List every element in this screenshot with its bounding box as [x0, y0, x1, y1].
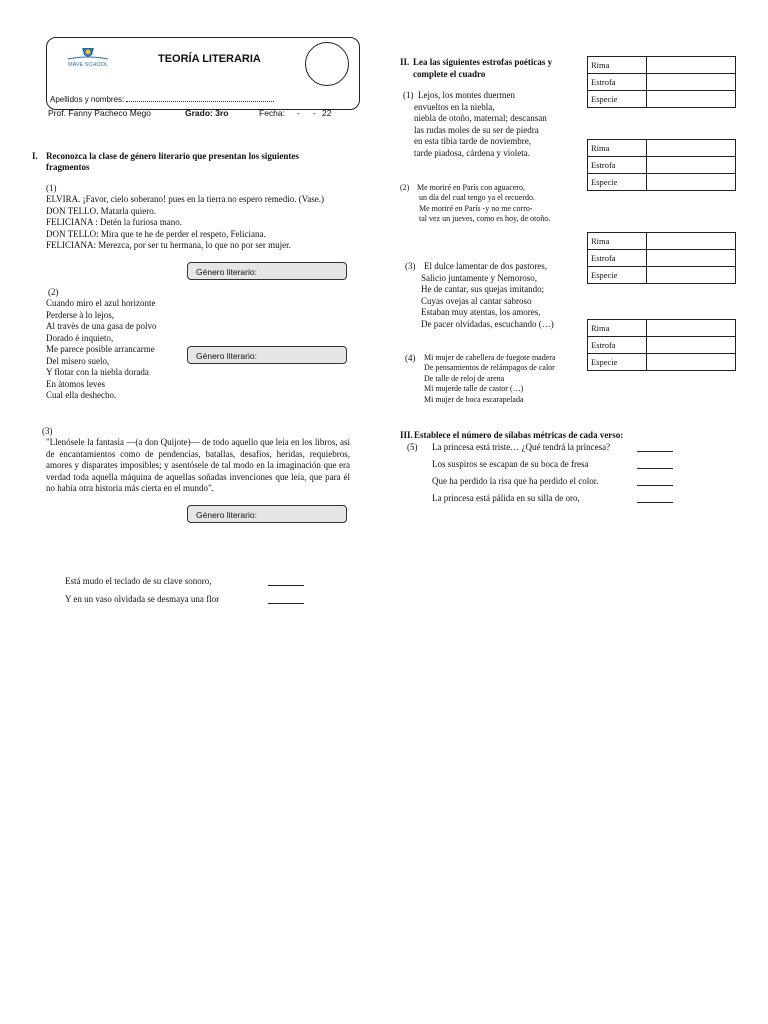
syllable-blank-2[interactable] — [637, 468, 673, 469]
fragment2-line: Perderse à lo lejos, — [46, 309, 114, 320]
section2-instruction-line1: Lea las siguientes estrofas poéticas y — [413, 57, 553, 67]
syllable-blank-4[interactable] — [637, 502, 673, 503]
page-title: TEORÍA LITERARIA — [158, 53, 261, 65]
genre-answer-box-3[interactable]: Género literario: — [187, 505, 347, 523]
fragment1-line: FELICIANA: Merezca, por ser tu hermana, lo que no por ser mujer. — [46, 240, 291, 250]
fragment2-line: Y flotar con la niebla dorada — [46, 367, 149, 377]
stanza3-number: (3) — [405, 261, 416, 271]
stanza4-number: (4) — [405, 353, 416, 363]
rima-cell[interactable] — [647, 320, 736, 337]
analysis-table-4 — [587, 319, 736, 371]
fragment2-line: En àtomos leves — [46, 378, 105, 389]
fragment2 — [46, 298, 156, 402]
rima-label: Rima — [588, 320, 647, 337]
fragment2-line: Al travès de una gasa de polvo — [46, 321, 157, 331]
stanza3-line: Estaban muy atentas, los amores, — [421, 307, 541, 317]
especie-label: Especie — [588, 354, 647, 371]
especie-cell[interactable] — [647, 91, 736, 108]
stanza4-line: Mi mujer de boca escarapelada — [424, 394, 524, 404]
date-separator-1: - — [297, 108, 300, 118]
stanza2-number: (2) — [400, 183, 410, 192]
fragment1-line: ELVIRA. ¡Favor, cielo soberano! pues en la tierra no espero remedio. (Vase.) — [46, 194, 324, 204]
fragment2-line: Del mìsero suelo, — [46, 355, 110, 366]
estrofa-cell[interactable] — [647, 74, 736, 91]
stanza1-line: envueltos en la niebla, — [414, 101, 495, 112]
estrofa-label: Estrofa — [588, 337, 647, 354]
stanza4-line: Mi mujer de cabellera de fuegote madera — [424, 353, 556, 362]
stanza1-number: (1) — [403, 90, 414, 100]
rima-label: Rima — [588, 57, 647, 74]
section3-item-number: (5) — [407, 442, 418, 452]
estrofa-cell[interactable] — [647, 337, 736, 354]
estrofa-label: Estrofa — [588, 74, 647, 91]
photo-circle — [305, 42, 349, 86]
especie-label: Especie — [588, 174, 647, 191]
stanza1-line: Lejos, los montes duermen — [418, 90, 515, 100]
section1-instruction-line2: fragmentos — [46, 162, 90, 172]
names-label: Apellidos y nombres: — [50, 95, 125, 104]
section2-number: II. — [400, 57, 410, 67]
stanza2-line: Me moriré en París -y no me corro- — [419, 203, 533, 213]
stanza3-first — [424, 261, 547, 273]
especie-label: Especie — [588, 91, 647, 108]
extra-verse-text: Y en un vaso olvidada se desmaya una flor — [65, 594, 220, 604]
fragment1 — [46, 194, 324, 252]
stanza3-line: De pacer olvidadas, escuchando (…) — [421, 318, 554, 329]
estrofa-cell[interactable] — [647, 250, 736, 267]
analysis-table-3 — [587, 232, 736, 284]
date-year: 22 — [322, 108, 332, 118]
stanza1-rest — [414, 113, 547, 159]
stanza3-line: El dulce lamentar de dos pastores, — [424, 261, 547, 271]
especie-cell[interactable] — [647, 267, 736, 284]
logo-text: MAVE SCHOOL — [68, 62, 108, 68]
fragment3-text: "Llenósele la fantasía —(a don Quijote)— de todo aquello que leía en los libros, así de encantamientos como de pendencias, batallas, desafíos, heridas, requiebros, amores y disparates imposibles; y asentósele de tal modo en la imaginación que era verdad toda aquella máquina de aquellas soñadas invenciones que leía, que para él no había otra historia más cierta en el mundo". — [46, 437, 350, 493]
extra-verse-text: Está mudo el teclado de su clave sonoro, — [65, 576, 212, 586]
stanza1-line: en esta tibia tarde de noviembre, — [414, 136, 531, 146]
section1-number: I. — [32, 151, 38, 161]
syllable-blank-1[interactable] — [637, 451, 673, 452]
section1-instruction-line1: Reconozca la clase de género literario que presentan los siguientes — [46, 151, 299, 161]
fragment1-line: FELICIANA : Detén la furiosa mano. — [46, 217, 182, 227]
fragment2-line: Me parece posible arrancarme — [46, 344, 155, 354]
fragment3-number: (3) — [42, 426, 53, 436]
extra-verse-1 — [65, 576, 211, 586]
verse-1: La princesa está triste… ¿Qué tendrá la princesa? — [432, 442, 611, 452]
stanza1-line: las rudas moles de su ser de piedra — [414, 124, 539, 135]
genre-answer-box-2[interactable]: Género literario: — [187, 346, 347, 364]
rima-cell[interactable] — [647, 233, 736, 250]
estrofa-label: Estrofa — [588, 250, 647, 267]
stanza3-line: Cuyas ovejas al cantar sabroso — [421, 295, 532, 306]
especie-cell[interactable] — [647, 354, 736, 371]
names-dotted-line — [126, 94, 274, 102]
fragment2-line: Cuando miro el azul horizonte — [46, 298, 156, 308]
verse-3: Que ha perdido la risa que ha perdido el color. — [432, 476, 599, 486]
syllable-blank-3[interactable] — [637, 485, 673, 486]
verse-2: Los suspiros se escapan de su boca de fresa — [432, 459, 589, 469]
analysis-table-2 — [587, 139, 736, 191]
stanza3-line: Salicio juntamente y Nemoroso, — [421, 272, 537, 283]
stanza4 — [424, 353, 556, 405]
estrofa-cell[interactable] — [647, 157, 736, 174]
stanza4-line: De talle de reloj de arena — [424, 373, 505, 383]
section3-number: III. — [400, 430, 413, 440]
stanza1 — [414, 102, 494, 114]
especie-label: Especie — [588, 267, 647, 284]
stanza3 — [421, 273, 554, 331]
stanza1-line-first — [418, 90, 515, 102]
stanza1-line: tarde piadosa, cárdena y violeta. — [414, 147, 530, 158]
rima-cell[interactable] — [647, 140, 736, 157]
rima-label: Rima — [588, 233, 647, 250]
fragment2-number: (2) — [48, 287, 59, 297]
stanza2-line: Me moriré en París con aguacero, — [417, 183, 525, 192]
stanza2-line: un día del cual tengo ya el recuerdo. — [419, 193, 535, 203]
especie-cell[interactable] — [647, 174, 736, 191]
fragment1-line: DON TELLO. Matarla quiero. — [46, 205, 157, 216]
extra-verse-2 — [65, 594, 219, 604]
fragment2-line: Dorado è inquieto, — [46, 332, 114, 343]
stanza3-line: He de cantar, sus quejas imitando; — [421, 284, 545, 294]
section2-instruction-line2: complete el cuadro — [413, 69, 486, 79]
grade: Grado: 3ro — [185, 108, 229, 118]
rima-label: Rima — [588, 140, 647, 157]
genre-answer-box-1[interactable]: Género literario: — [187, 262, 347, 280]
section3-instruction: Establece el número de sílabas métricas de cada verso: — [414, 430, 624, 440]
stanza4-line: De pensamientos de relámpagos de calor — [424, 363, 555, 373]
analysis-table-1 — [587, 56, 736, 108]
stanza2-line: tal vez un jueves, como es hoy, de otoño. — [419, 214, 551, 224]
syllable-blank-extra-1[interactable] — [268, 585, 304, 586]
syllable-blank-extra-2[interactable] — [268, 603, 304, 604]
fragment2-line: Cual ella deshecho. — [46, 390, 117, 400]
date-label: Fecha: — [259, 108, 285, 118]
estrofa-label: Estrofa — [588, 157, 647, 174]
teacher-name: Prof. Fanny Pacheco Mego — [48, 108, 152, 118]
school-logo — [62, 46, 114, 68]
rima-cell[interactable] — [647, 57, 736, 74]
fragment1-line: DON TELLO: Mira que te he de perder el respeto, Feliciana. — [46, 228, 266, 239]
stanza2 — [417, 183, 550, 225]
names-field[interactable] — [50, 94, 274, 104]
stanza4-line: Mi mujerde talle de castor (…) — [424, 384, 524, 394]
verse-4: La princesa está pálida en su silla de oro, — [432, 493, 580, 503]
stanza1-line: niebla de otoño, maternal; descansan — [414, 113, 547, 123]
date-separator-2: - — [313, 108, 316, 118]
fragment1-number: (1) — [46, 183, 57, 193]
